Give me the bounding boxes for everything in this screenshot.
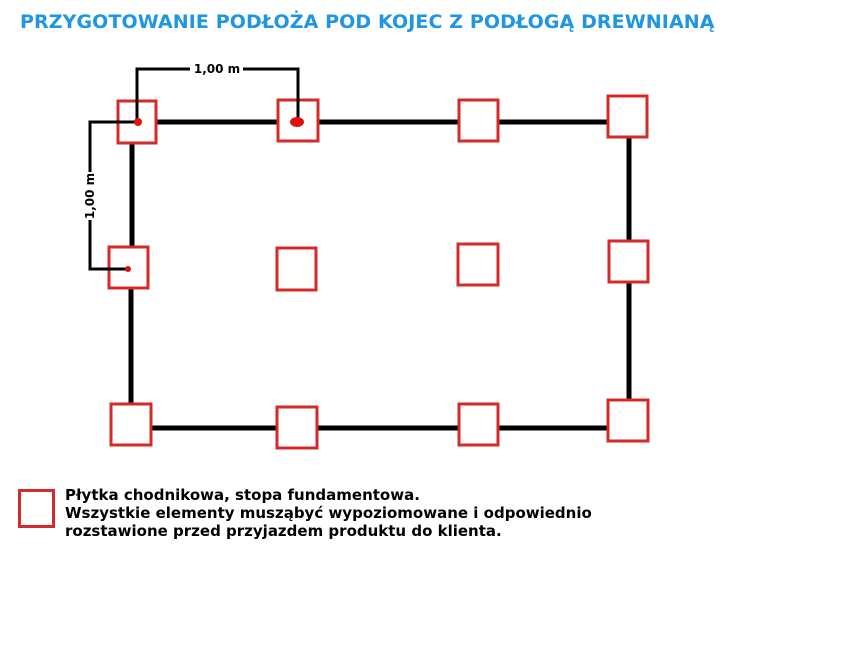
dimension-label-horizontal: 1,00 m bbox=[193, 62, 241, 76]
tile-r2-c3 bbox=[458, 244, 498, 285]
dimension-label-vertical: 1,00 m bbox=[83, 172, 97, 220]
legend-line-2: Wszystkie elementy musząbyć wypoziomowane i odpowiednio bbox=[65, 504, 592, 522]
tile-r2-c2 bbox=[277, 248, 316, 290]
marker-dot-origin bbox=[134, 118, 142, 126]
marker-dot-horizontal bbox=[290, 117, 304, 127]
tile-r3-c4 bbox=[608, 400, 648, 441]
frame-beams bbox=[131, 122, 629, 428]
foundation-tiles bbox=[109, 96, 648, 448]
tile-r2-c4 bbox=[609, 241, 648, 282]
legend-line-1: Płytka chodnikowa, stopa fundamentowa. bbox=[65, 486, 420, 504]
tile-r1-c3 bbox=[459, 100, 498, 141]
tile-r1-c4 bbox=[608, 96, 647, 137]
legend-tile-symbol bbox=[18, 489, 55, 528]
marker-dot-vertical bbox=[125, 266, 131, 272]
legend-line-3: rozstawione przed przyjazdem produktu do klienta. bbox=[65, 522, 502, 540]
tile-r3-c2 bbox=[277, 407, 317, 448]
legend bbox=[65, 486, 592, 540]
tile-r3-c1 bbox=[111, 404, 151, 445]
page-title: PRZYGOTOWANIE PODŁOŻA POD KOJEC Z PODŁOGĄ DREWNIANĄ bbox=[20, 11, 715, 33]
dimension-horizontal bbox=[137, 69, 298, 122]
tile-r3-c3 bbox=[459, 404, 498, 445]
